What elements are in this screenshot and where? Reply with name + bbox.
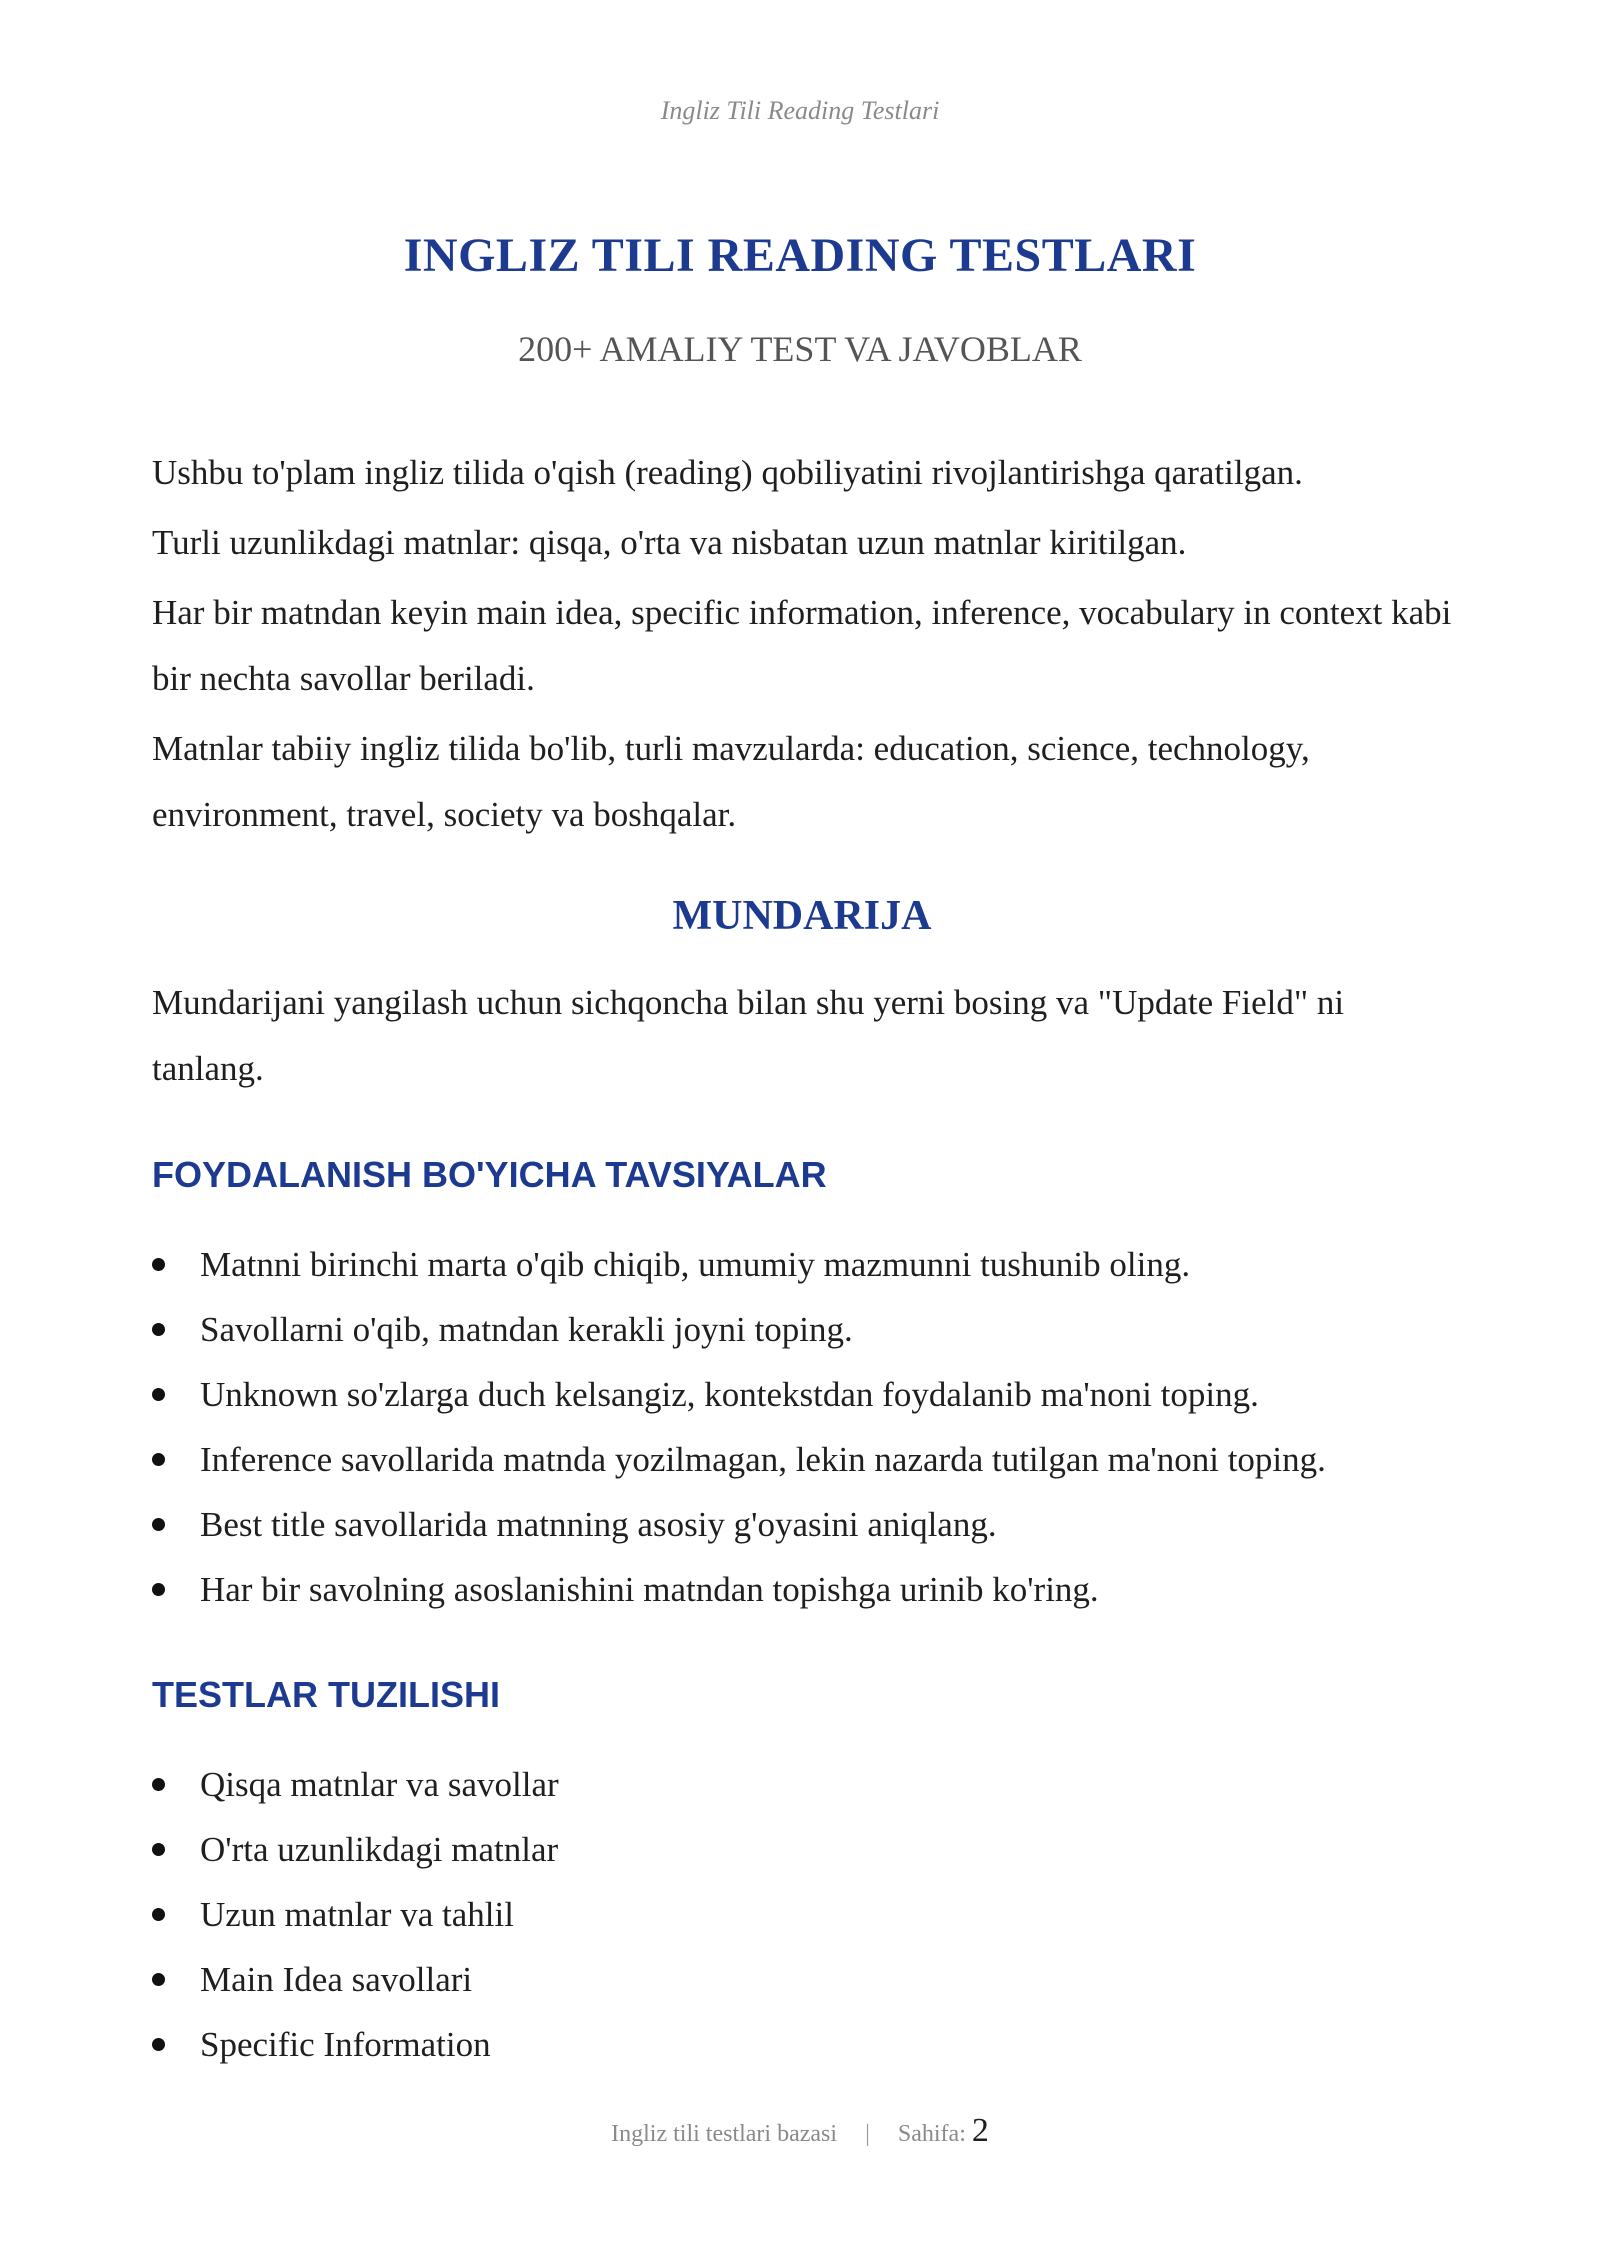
- document-title: INGLIZ TILI READING TESTLARI: [403, 229, 1197, 282]
- bullet-icon: [152, 2038, 165, 2051]
- list-item-text: Specific Information: [200, 2025, 491, 2064]
- list-item: [152, 1427, 1452, 1492]
- bullet-icon: [152, 1258, 165, 1271]
- list-item: [152, 1947, 1452, 2012]
- footer-page-label: Sahifa:: [897, 2121, 966, 2147]
- toc-heading: MUNDARIJA: [672, 893, 932, 939]
- recommendations-list: [152, 1232, 1452, 1622]
- list-item-text: Best title savollarida matnning asosiy g'oyasini aniqlang.: [200, 1505, 997, 1544]
- list-item-text: Savollarni o'qib, matndan kerakli joyni toping.: [200, 1310, 853, 1349]
- list-item-text: Unknown so'zlarga duch kelsangiz, kontekstdan foydalanib ma'noni toping.: [200, 1375, 1259, 1414]
- list-item: [152, 1492, 1452, 1557]
- list-item: [152, 1297, 1452, 1362]
- list-item-text: Uzun matnlar va tahlil: [200, 1895, 514, 1934]
- intro-section: [152, 440, 1452, 848]
- list-item-text: Main Idea savollari: [200, 1960, 473, 1999]
- bullet-icon: [152, 1583, 165, 1596]
- list-item: [152, 1817, 1452, 1882]
- running-header: Ingliz Tili Reading Testlari: [660, 96, 940, 125]
- intro-paragraph: Turli uzunlikdagi matnlar: qisqa, o'rta va nisbatan uzun matnlar kiritilgan.: [152, 523, 1187, 562]
- list-item: [152, 1232, 1452, 1297]
- bullet-icon: [152, 1323, 165, 1336]
- footer-separator: |: [865, 2121, 870, 2147]
- list-item: [152, 1362, 1452, 1427]
- document-subtitle: 200+ AMALIY TEST VA JAVOBLAR: [518, 329, 1082, 369]
- list-item: [152, 1752, 1452, 1817]
- bullet-icon: [152, 1908, 165, 1921]
- list-item-text: Matnni birinchi marta o'qib chiqib, umumiy mazmunni tushunib oling.: [200, 1245, 1191, 1284]
- structure-list: [152, 1752, 1452, 2077]
- footer-source: Ingliz tili testlari bazasi: [611, 2121, 838, 2147]
- bullet-icon: [152, 1778, 165, 1791]
- structure-heading: TESTLAR TUZILISHI: [152, 1674, 500, 1715]
- bullet-icon: [152, 1388, 165, 1401]
- bullet-icon: [152, 1453, 165, 1466]
- list-item: [152, 2012, 1452, 2077]
- bullet-icon: [152, 1973, 165, 1986]
- toc-update-field[interactable]: Mundarijani yangilash uchun sichqoncha bilan shu yerni bosing va "Update Field" ni tanlang.: [152, 983, 1345, 1088]
- intro-paragraph: Har bir matndan keyin main idea, specific information, inference, vocabulary in context kabi bir nechta savollar beriladi.: [152, 593, 1452, 698]
- intro-paragraph: Ushbu to'plam ingliz tilida o'qish (reading) qobiliyatini rivojlantirishga qaratilgan.: [152, 453, 1303, 492]
- intro-paragraph: Matnlar tabiiy ingliz tilida bo'lib, turli mavzularda: education, science, technology, environment, travel, society va boshqalar.: [152, 729, 1310, 834]
- page-number: 2: [971, 2112, 989, 2149]
- list-item-text: Har bir savolning asoslanishini matndan topishga urinib ko'ring.: [200, 1570, 1099, 1609]
- recommendations-heading: FOYDALANISH BO'YICHA TAVSIYALAR: [152, 1154, 827, 1195]
- list-item-text: Inference savollarida matnda yozilmagan, lekin nazarda tutilgan ma'noni toping.: [200, 1440, 1326, 1479]
- page-content: [152, 440, 1452, 2077]
- page-footer: [0, 2112, 1600, 2150]
- list-item: [152, 1557, 1452, 1622]
- list-item-text: O'rta uzunlikdagi matnlar: [200, 1830, 559, 1869]
- bullet-icon: [152, 1843, 165, 1856]
- list-item-text: Qisqa matnlar va savollar: [200, 1765, 559, 1804]
- list-item: [152, 1882, 1452, 1947]
- bullet-icon: [152, 1518, 165, 1531]
